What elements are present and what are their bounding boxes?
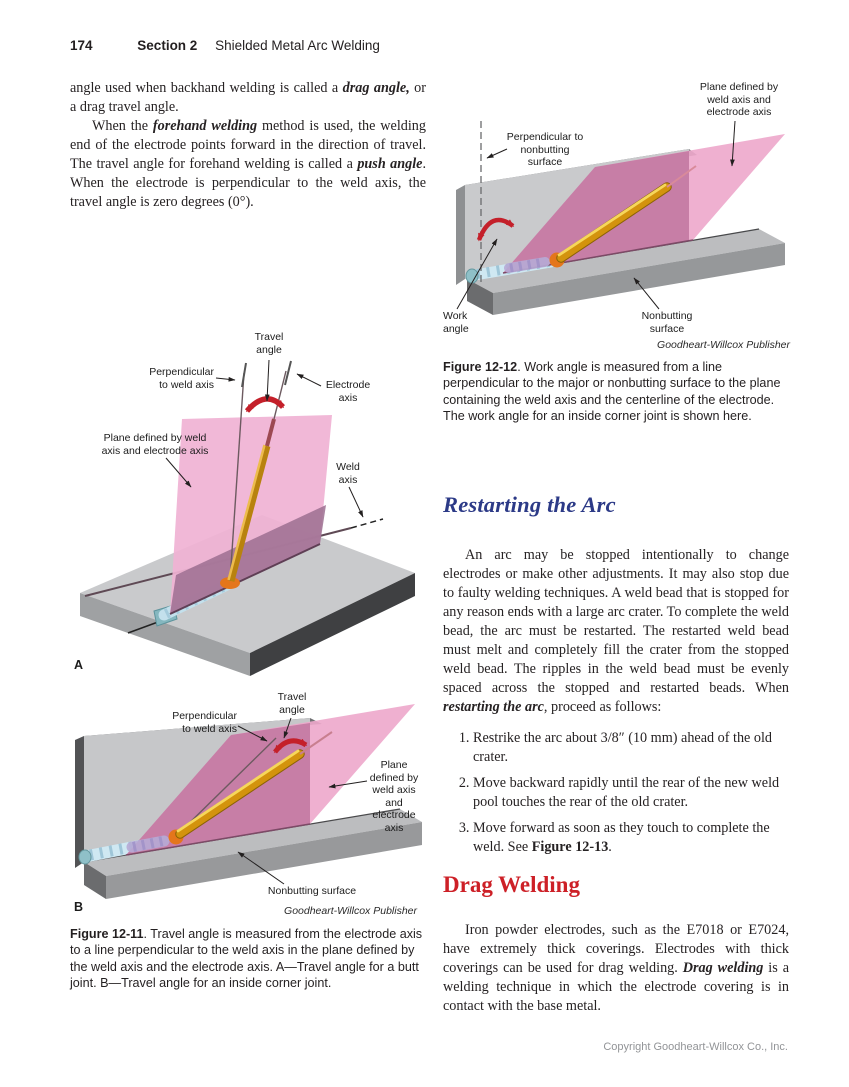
section-title: Shielded Metal Arc Welding [215, 38, 380, 53]
label-travel-angle: Travel angle [254, 331, 284, 356]
figure-12-11-a [70, 315, 430, 681]
weld-axis-extension [351, 519, 383, 528]
label-weld-axis: Weld axis [336, 461, 360, 486]
weld-axis-leader [349, 487, 363, 517]
body-paragraph: When the forehand welding method is used, the welding end of the electrode points forward in the direction of travel. The travel angle for forehand welding is called a push angle. When the electrode is perpendicular to the weld axis, the travel angle is zero degrees (0°). [70, 118, 427, 210]
label-nonbutting-surface: Nonbutting surface [641, 310, 693, 335]
label-perpendicular-weld-axis: Perpendicular to weld axis [172, 710, 237, 735]
label-perpendicular-nonbutting: Perpendicular to nonbutting surface [506, 131, 584, 168]
perpendicular-leader [216, 378, 235, 380]
figure-credit: Goodheart-Willcox Publisher [657, 339, 790, 351]
restarting-steps [451, 729, 789, 864]
running-head [70, 38, 380, 53]
figure-12-12-caption: Figure 12-12. Work angle is measured from a line perpendicular to the major or nonbutting surface to the plane containing the weld axis and the centerline of the electrode. The work angle for an inside corner joint is shown here. [443, 360, 781, 424]
weld-bead-behind-plane [132, 841, 164, 847]
body-paragraph: angle used when backhand welding is called a drag angle, or a drag travel angle. [70, 80, 427, 115]
label-electrode-axis: Electrode axis [325, 379, 371, 404]
label-travel-angle: Travel angle [277, 691, 307, 716]
step-item-1: 1. Restrike the arc about 3/8″ (10 mm) ahead of the old crater. [473, 729, 789, 767]
figure-marker-a: A [74, 658, 84, 672]
figure-credit: Goodheart-Willcox Publisher [284, 905, 417, 917]
travel-angle-leader [267, 360, 269, 401]
electrode-axis-line [274, 371, 286, 419]
figure-marker-b: B [74, 900, 84, 914]
heading-drag-welding: Drag Welding [443, 872, 580, 897]
figure-12-11-a-diagram [70, 315, 430, 681]
step-item-2: 2. Move backward rapidly until the rear of the new weld pool touches the rear of the old crater. [473, 774, 789, 812]
wall-left-edge [75, 736, 84, 868]
label-perpendicular-weld-axis: Perpendicular to weld axis [149, 366, 214, 391]
wall-left-edge [456, 185, 465, 285]
restarting-paragraph: An arc may be stopped intentionally to change electrodes or make other adjustments. It may also stop due to faulty welding techniques. A weld bead that is stopped for any reason ends with a large arc crater. To complete the weld bead, the arc must be restarted. The restarted weld bead must melt and completely fill the crater from the stopped weld bead. The ripples in the weld bead must be evenly spaced across the stopped and restarted beads. When restarting the arc, proceed as follows: [443, 547, 789, 715]
travel-angle-arrow [247, 399, 283, 411]
electrode-axis-leader [297, 374, 321, 386]
step-item-3: 3. Move forward as soon as they touch to complete the weld. See Figure 12-13. [473, 819, 789, 857]
section-label: Section 2 [137, 38, 198, 53]
drag-paragraph: Iron powder electrodes, such as the E7018 or E7024, have extremely thick coverings. Electrodes with thick coverings can be used for drag welding. Drag welding is a welding technique in which the electrode covering is in contact with the base metal. [443, 922, 789, 1014]
label-work-angle: Work angle [443, 310, 469, 335]
figure-12-12 [443, 75, 803, 357]
figure-12-11-b [70, 688, 430, 920]
page-number: 174 [70, 38, 93, 53]
left-column-intro [70, 79, 426, 212]
copyright-notice: Copyright Goodheart-Willcox Co., Inc. [603, 1041, 788, 1053]
label-plane: Plane defined by weld axis and electrode axis [699, 81, 779, 118]
label-nonbutting-surface: Nonbutting surface [267, 885, 357, 897]
weld-bead-end [79, 850, 91, 864]
heading-restarting-the-arc: Restarting the Arc [443, 492, 616, 517]
label-plane: Plane defined by weld axis and electrode axis [369, 759, 419, 834]
label-plane: Plane defined by weld axis and electrode axis [101, 432, 209, 457]
figure-12-11-caption: Figure 12-11. Travel angle is measured from the electrode axis to a line perpendicular to the weld axis in the plane defined by the weld axis and the electrode axis. A—Travel angle for a butt joint. B—Travel angle for an inside corner joint. [70, 927, 423, 991]
